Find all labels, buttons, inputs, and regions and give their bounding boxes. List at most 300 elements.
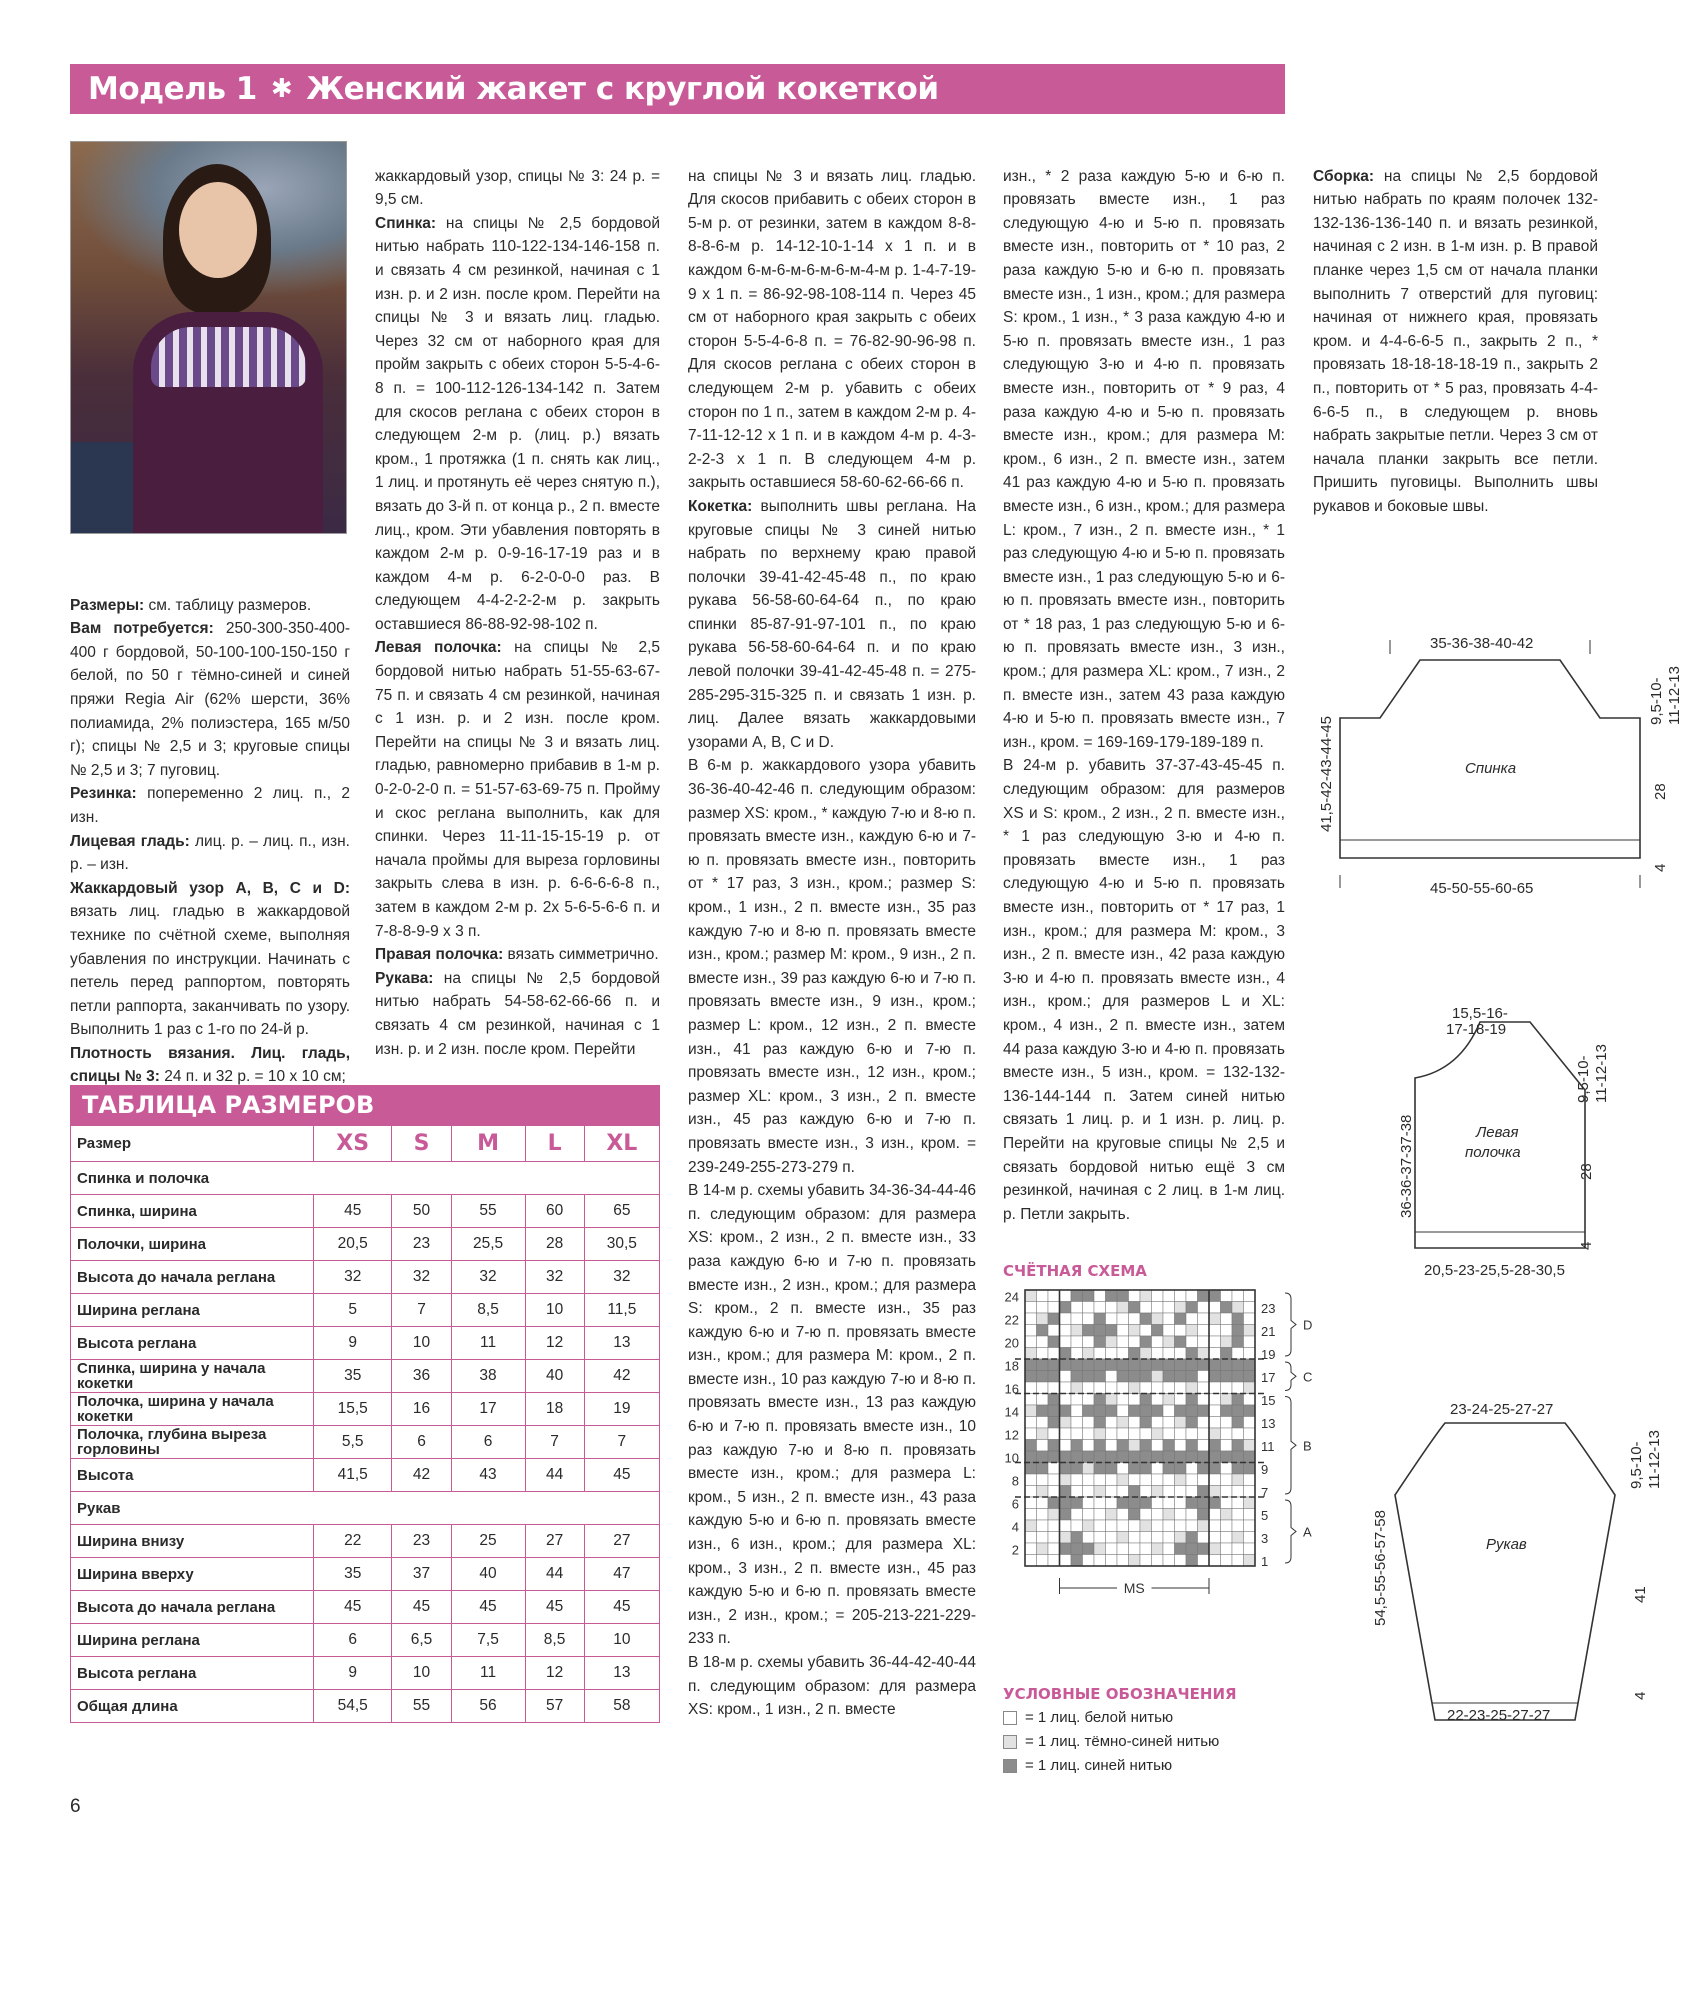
chart-cell <box>1186 1359 1198 1371</box>
chart-row-label: 11 <box>1261 1439 1275 1454</box>
chart-cell <box>1244 1428 1256 1440</box>
chart-cell <box>1083 1371 1095 1383</box>
chart-cell <box>1221 1313 1233 1325</box>
chart-cell <box>1037 1509 1049 1521</box>
table-cell: 11,5 <box>584 1294 659 1327</box>
chart-cell <box>1037 1543 1049 1555</box>
chart-cell <box>1083 1302 1095 1314</box>
table-cell: 13 <box>584 1657 659 1690</box>
chart-row-label: 23 <box>1261 1301 1276 1316</box>
table-label-cell: Спинка, ширина <box>71 1195 314 1228</box>
chart-cell <box>1186 1440 1198 1452</box>
table-row <box>71 1591 660 1624</box>
rib-text: попеременно 2 лиц. п., 2 изн. <box>70 785 350 826</box>
chart-cell <box>1060 1497 1072 1509</box>
chart-cell <box>1175 1543 1187 1555</box>
chart-cell <box>1094 1371 1106 1383</box>
chart-cell <box>1071 1302 1083 1314</box>
chart-cell <box>1037 1382 1049 1394</box>
back-bottom-width: 45-50-55-60-65 <box>1430 880 1534 897</box>
chart-cell <box>1025 1382 1037 1394</box>
chart-cell <box>1175 1313 1187 1325</box>
chart-cell <box>1083 1474 1095 1486</box>
legend-item-darkblue: = 1 лиц. тёмно-синей нитью <box>1003 1733 1219 1750</box>
chart-cell <box>1025 1555 1037 1567</box>
chart-row-label: 8 <box>1011 1473 1019 1489</box>
chart-cell <box>1209 1290 1221 1302</box>
chart-cell <box>1140 1486 1152 1498</box>
chart-row-label: 16 <box>1004 1381 1019 1397</box>
table-label-cell: Спинка, ширина у начала кокетки <box>71 1360 314 1393</box>
table-cell: 32 <box>392 1261 451 1294</box>
chart-cell <box>1094 1451 1106 1463</box>
chart-cell <box>1140 1382 1152 1394</box>
chart-cell <box>1071 1532 1083 1544</box>
chart-cell <box>1071 1325 1083 1337</box>
front-top-1: 15,5-16- <box>1452 1005 1508 1022</box>
chart-cell <box>1025 1463 1037 1475</box>
chart-cell <box>1117 1440 1129 1452</box>
chart-cell <box>1129 1359 1141 1371</box>
chart-cell <box>1037 1336 1049 1348</box>
swatch-icon <box>1003 1759 1017 1773</box>
chart-cell <box>1186 1302 1198 1314</box>
chart-cell <box>1071 1543 1083 1555</box>
table-row <box>71 1294 660 1327</box>
chart-cell <box>1037 1405 1049 1417</box>
table-label-cell: Полочка, глубина выреза горловины <box>71 1426 314 1459</box>
chart-cell <box>1060 1486 1072 1498</box>
table-cell: 12 <box>525 1327 584 1360</box>
chart-cell <box>1048 1405 1060 1417</box>
chart-cell <box>1221 1382 1233 1394</box>
chart-cell <box>1221 1325 1233 1337</box>
chart-cell <box>1048 1486 1060 1498</box>
chart-cell <box>1175 1428 1187 1440</box>
chart-cell <box>1140 1520 1152 1532</box>
chart-cell <box>1048 1382 1060 1394</box>
table-cell: 27 <box>525 1525 584 1558</box>
chart-cell <box>1244 1348 1256 1360</box>
chart-cell <box>1106 1359 1118 1371</box>
chart-cell <box>1060 1428 1072 1440</box>
table-cell: 23 <box>392 1525 451 1558</box>
back-raglan-h2: 11-12-13 <box>1666 666 1683 725</box>
chart-cell <box>1060 1555 1072 1567</box>
chart-cell <box>1232 1497 1244 1509</box>
back-raglan-h: 9,5-10- <box>1648 677 1665 725</box>
materials-text: 250-300-350-400-400 г бордовой, 50-100-100-150-150 г белой, по 50 г тёмно-синей и синей пряжи Regia Air (62% шерсти, 36% полиамида, 2% полиэстера, 165 м/50 г); спицы № 2,5 и 3; круговые спицы № 2,5 и 3; 7 пуговиц. <box>70 620 350 779</box>
chart-cell <box>1232 1543 1244 1555</box>
chart-cell <box>1163 1290 1175 1302</box>
chart-cell <box>1117 1348 1129 1360</box>
chart-cell <box>1140 1543 1152 1555</box>
chart-row-label: 15 <box>1261 1393 1276 1408</box>
chart-cell <box>1232 1509 1244 1521</box>
chart-cell <box>1048 1440 1060 1452</box>
chart-cell <box>1060 1336 1072 1348</box>
table-cell: 45 <box>584 1591 659 1624</box>
chart-cell <box>1129 1440 1141 1452</box>
table-cell: 6,5 <box>392 1624 451 1657</box>
table-cell: 5 <box>314 1294 392 1327</box>
chart-cell <box>1117 1336 1129 1348</box>
sleeve-outline <box>1395 1423 1615 1720</box>
chart-cell <box>1094 1290 1106 1302</box>
chart-cell <box>1083 1313 1095 1325</box>
chart-cell <box>1163 1451 1175 1463</box>
chart-cell <box>1060 1313 1072 1325</box>
table-label-cell: Полочки, ширина <box>71 1228 314 1261</box>
chart-cell <box>1106 1463 1118 1475</box>
chart-cell <box>1163 1509 1175 1521</box>
chart-cell <box>1198 1474 1210 1486</box>
legend-item-white: = 1 лиц. белой нитью <box>1003 1709 1173 1726</box>
chart-cell <box>1037 1290 1049 1302</box>
chart-cell <box>1186 1532 1198 1544</box>
chart-cell <box>1037 1394 1049 1406</box>
table-row <box>71 1360 660 1393</box>
chart-cell <box>1175 1325 1187 1337</box>
chart-cell <box>1106 1532 1118 1544</box>
sleeves-cont: на спицы № 3 и вязать лиц. гладью. Для скосов прибавить с обеих сторон в 5-м р. от резинки, затем в каждом 8-8-8-8-6-м р. 14-12-10-1-14 х 1 п. и в каждом 6-м-6-м-6-м-6-м-4-м р. 1-4-7-19-9 х 1 п. = 86-92-98-108-114 п. Через 45 см от наборного края закрыть с обеих сторон 5-5-4-6-8 п. = 76-82-90-96-98 п. Для скосов реглана с обеих сторон в следующем 2-м р. убавить с обеих сторон по 1 п., затем в каждом 2-м р. 4-7-11-12-12 х 1 п. и в каждом 4-м р. 4-3-2-2-3 х 1 п. В следующем 4-м р. закрыть оставшиеся 58-60-62-66-66 п. <box>688 167 976 492</box>
table-cell: 6 <box>314 1624 392 1657</box>
article-title: Женский жакет с круглой кокеткой <box>306 71 939 107</box>
chart-cell <box>1060 1417 1072 1429</box>
chart-cell <box>1140 1417 1152 1429</box>
chart-cell <box>1244 1313 1256 1325</box>
chart-cell <box>1071 1371 1083 1383</box>
chart-cell <box>1094 1509 1106 1521</box>
chart-cell <box>1186 1325 1198 1337</box>
chart-cell <box>1175 1371 1187 1383</box>
chart-cell <box>1048 1555 1060 1567</box>
chart-cell <box>1163 1428 1175 1440</box>
chart-cell <box>1244 1543 1256 1555</box>
chart-cell <box>1060 1348 1072 1360</box>
chart-cell <box>1163 1382 1175 1394</box>
chart-cell <box>1152 1290 1164 1302</box>
chart-cell <box>1048 1520 1060 1532</box>
chart-cell <box>1106 1555 1118 1567</box>
chart-cell <box>1232 1486 1244 1498</box>
chart-cell <box>1152 1555 1164 1567</box>
chart-cell <box>1025 1405 1037 1417</box>
chart-cell <box>1152 1302 1164 1314</box>
chart-cell <box>1060 1394 1072 1406</box>
table-row <box>71 1558 660 1591</box>
chart-cell <box>1083 1348 1095 1360</box>
chart-cell <box>1209 1371 1221 1383</box>
chart-cell <box>1048 1497 1060 1509</box>
chart-cell <box>1071 1440 1083 1452</box>
chart-cell <box>1060 1382 1072 1394</box>
chart-row-label: 10 <box>1004 1450 1019 1466</box>
table-label-cell: Высота <box>71 1459 314 1492</box>
chart-cell <box>1140 1463 1152 1475</box>
front-name-1: Левая <box>1476 1124 1519 1141</box>
yoke-row6: В 6-м р. жаккардового узора убавить 36-36-40-42-46 п. следующим образом: размер XS: кром., * каждую 7-ю и 8-ю п. провязать вместе изн., каждую 6-ю и 7-ю п. провязать вместе изн., повторить от * 17 раз, 3 изн., кром.; размер S: кром., 1 изн., 2 п. вместе изн., 35 раз каждую 7-ю и 8-ю п. провязать вместе изн., кром.; размер M: кром., 9 изн., 2 п. вместе изн., 39 раз каждую 6-ю и 7-ю п. провязать вместе изн., 9 изн., кром.; размер L: кром., 12 изн., 2 п. вместе изн., 41 раз каждую 6-ю и 7-ю п. провязать вместе изн., 12 изн., кром.; размер XL: кром., 3 изн., 2 п. вместе изн., 45 раз каждую 6-ю и 7-ю п. провязать вместе изн., 3 изн., кром. = 239-249-255-273-279 п. <box>688 757 976 1176</box>
chart-cell <box>1198 1543 1210 1555</box>
chart-cell <box>1221 1463 1233 1475</box>
table-cell: 8,5 <box>451 1294 525 1327</box>
chart-cell <box>1186 1486 1198 1498</box>
table-cell: 7 <box>584 1426 659 1459</box>
chart-cell <box>1152 1428 1164 1440</box>
chart-cell <box>1198 1417 1210 1429</box>
col5-text <box>1313 141 1598 519</box>
chart-cell <box>1209 1382 1221 1394</box>
chart-cell <box>1232 1440 1244 1452</box>
chart-cell <box>1106 1290 1118 1302</box>
table-cell: 19 <box>584 1393 659 1426</box>
chart-cell <box>1175 1382 1187 1394</box>
chart-cell <box>1071 1520 1083 1532</box>
chart-row-label: 6 <box>1011 1496 1019 1512</box>
back-top-width: 35-36-38-40-42 <box>1430 635 1534 652</box>
table-cell: 45 <box>392 1591 451 1624</box>
chart-cell <box>1198 1463 1210 1475</box>
chart-cell <box>1244 1451 1256 1463</box>
chart-cell <box>1221 1371 1233 1383</box>
chart-cell <box>1221 1497 1233 1509</box>
chart-cell <box>1186 1313 1198 1325</box>
chart-cell <box>1244 1463 1256 1475</box>
chart-cell <box>1117 1520 1129 1532</box>
chart-cell <box>1117 1325 1129 1337</box>
chart-cell <box>1060 1325 1072 1337</box>
chart-cell <box>1163 1371 1175 1383</box>
chart-cell <box>1244 1532 1256 1544</box>
chart-row-label: 7 <box>1261 1485 1269 1500</box>
chart-cell <box>1129 1394 1141 1406</box>
table-cell: 44 <box>525 1558 584 1591</box>
table-row <box>71 1624 660 1657</box>
chart-cell <box>1152 1486 1164 1498</box>
table-cell: 36 <box>392 1360 451 1393</box>
table-row <box>71 1195 660 1228</box>
chart-cell <box>1140 1313 1152 1325</box>
chart-cell <box>1060 1440 1072 1452</box>
chart-cell <box>1037 1417 1049 1429</box>
chart-cell <box>1232 1359 1244 1371</box>
table-cell: 23 <box>392 1228 451 1261</box>
chart-cell <box>1152 1440 1164 1452</box>
table-cell: 55 <box>451 1195 525 1228</box>
table-cell: 45 <box>314 1195 392 1228</box>
chart-cell <box>1094 1532 1106 1544</box>
table-cell: 38 <box>451 1360 525 1393</box>
chart-cell <box>1209 1486 1221 1498</box>
chart-cell <box>1175 1290 1187 1302</box>
chart-cell <box>1071 1382 1083 1394</box>
chart-cell <box>1221 1405 1233 1417</box>
table-cell: 32 <box>314 1261 392 1294</box>
chart-cell <box>1232 1520 1244 1532</box>
chart-cell <box>1117 1509 1129 1521</box>
chart-cell <box>1129 1382 1141 1394</box>
chart-cell <box>1175 1509 1187 1521</box>
chart-cell <box>1025 1417 1037 1429</box>
table-group-cell: Рукав <box>71 1492 660 1525</box>
chart-cell <box>1163 1555 1175 1567</box>
chart-cell <box>1175 1348 1187 1360</box>
chart-cell <box>1152 1497 1164 1509</box>
chart-cell <box>1060 1371 1072 1383</box>
table-cell: 42 <box>392 1459 451 1492</box>
star-icon: ✱ <box>270 74 293 104</box>
table-row <box>71 1525 660 1558</box>
chart-cell <box>1025 1497 1037 1509</box>
chart-cell <box>1037 1463 1049 1475</box>
chart-cell <box>1152 1405 1164 1417</box>
chart-cell <box>1152 1371 1164 1383</box>
chart-cell <box>1094 1440 1106 1452</box>
chart-cell <box>1117 1394 1129 1406</box>
chart-cell <box>1106 1440 1118 1452</box>
chart-cell <box>1221 1555 1233 1567</box>
chart-cell <box>1152 1474 1164 1486</box>
chart-cell <box>1129 1463 1141 1475</box>
chart-cell <box>1106 1382 1118 1394</box>
col1-text <box>70 570 350 1089</box>
sizes-text: см. таблицу размеров. <box>144 596 312 614</box>
chart-cell <box>1083 1520 1095 1532</box>
chart-cell <box>1163 1359 1175 1371</box>
chart-cell <box>1186 1451 1198 1463</box>
chart-cell <box>1232 1348 1244 1360</box>
chart-cell <box>1071 1290 1083 1302</box>
front-bottom: 20,5-23-25,5-28-30,5 <box>1424 1262 1565 1279</box>
chart-cell <box>1163 1497 1175 1509</box>
table-cell: 45 <box>451 1591 525 1624</box>
chart-cell <box>1129 1290 1141 1302</box>
chart-cell <box>1186 1394 1198 1406</box>
stockinette-label: Лицевая гладь: <box>70 832 190 850</box>
chart-cell <box>1221 1474 1233 1486</box>
chart-cell <box>1025 1348 1037 1360</box>
sleeve-bottom: 22-23-25-27-27 <box>1447 1707 1551 1724</box>
chart-cell <box>1140 1555 1152 1567</box>
chart-cell <box>1198 1428 1210 1440</box>
chart-cell <box>1163 1440 1175 1452</box>
table-label-cell: Высота до начала реглана <box>71 1261 314 1294</box>
chart-cell <box>1221 1520 1233 1532</box>
chart-cell <box>1198 1325 1210 1337</box>
chart-cell <box>1106 1428 1118 1440</box>
chart-cell <box>1198 1520 1210 1532</box>
chart-cell <box>1209 1394 1221 1406</box>
chart-cell <box>1025 1302 1037 1314</box>
chart-cell <box>1221 1440 1233 1452</box>
table-cell: 5,5 <box>314 1426 392 1459</box>
chart-cell <box>1175 1486 1187 1498</box>
table-header-cell: XS <box>314 1126 392 1162</box>
chart-cell <box>1175 1474 1187 1486</box>
chart-row-label: 22 <box>1004 1312 1019 1328</box>
page-number: 6 <box>70 1796 81 1817</box>
chart-cell <box>1209 1313 1221 1325</box>
table-header-cell: Размер <box>71 1126 314 1162</box>
chart-row-label: 14 <box>1004 1404 1019 1420</box>
chart-cell <box>1071 1336 1083 1348</box>
table-cell: 40 <box>525 1360 584 1393</box>
chart-cell <box>1140 1509 1152 1521</box>
chart-cell <box>1129 1555 1141 1567</box>
back-body-h: 28 <box>1652 783 1669 800</box>
chart-cell <box>1025 1428 1037 1440</box>
chart-cell <box>1175 1497 1187 1509</box>
chart-cell <box>1175 1405 1187 1417</box>
chart-cell <box>1083 1428 1095 1440</box>
chart-cell <box>1071 1394 1083 1406</box>
table-cell: 43 <box>451 1459 525 1492</box>
chart-cell <box>1198 1359 1210 1371</box>
chart-cell <box>1140 1336 1152 1348</box>
chart-cell <box>1106 1394 1118 1406</box>
chart-cell <box>1129 1520 1141 1532</box>
chart-cell <box>1094 1463 1106 1475</box>
right-front-text: вязать симметрично. <box>503 946 659 964</box>
chart-cell <box>1209 1417 1221 1429</box>
table-cell: 20,5 <box>314 1228 392 1261</box>
chart-cell <box>1129 1497 1141 1509</box>
chart-cell <box>1163 1417 1175 1429</box>
chart-cell <box>1140 1532 1152 1544</box>
table-row <box>71 1261 660 1294</box>
left-front-label: Левая полочка: <box>375 639 502 657</box>
chart-section-label: D <box>1303 1317 1313 1333</box>
chart-cell <box>1037 1486 1049 1498</box>
chart-cell <box>1071 1555 1083 1567</box>
chart-cell <box>1163 1336 1175 1348</box>
chart-cell <box>1140 1474 1152 1486</box>
right-front-label: Правая полочка: <box>375 946 504 964</box>
chart-cell <box>1094 1417 1106 1429</box>
chart-cell <box>1232 1555 1244 1567</box>
chart-cell <box>1083 1325 1095 1337</box>
chart-cell <box>1140 1440 1152 1452</box>
chart-cell <box>1152 1417 1164 1429</box>
chart-cell <box>1152 1463 1164 1475</box>
chart-cell <box>1106 1313 1118 1325</box>
chart-cell <box>1048 1302 1060 1314</box>
chart-cell <box>1129 1371 1141 1383</box>
table-cell: 17 <box>451 1393 525 1426</box>
table-cell: 35 <box>314 1360 392 1393</box>
table-group-cell: Спинка и полочка <box>71 1162 660 1195</box>
chart-cell <box>1175 1394 1187 1406</box>
chart-cell <box>1140 1359 1152 1371</box>
materials-label: Вам потребуется: <box>70 620 214 638</box>
table-row <box>71 1459 660 1492</box>
chart-cell <box>1244 1417 1256 1429</box>
chart-cell <box>1163 1405 1175 1417</box>
chart-cell <box>1117 1451 1129 1463</box>
back-name: Спинка <box>1465 760 1517 777</box>
chart-cell <box>1175 1555 1187 1567</box>
chart-cell <box>1048 1428 1060 1440</box>
table-cell: 7,5 <box>451 1624 525 1657</box>
chart-cell <box>1037 1359 1049 1371</box>
chart-cell <box>1106 1451 1118 1463</box>
chart-cell <box>1037 1532 1049 1544</box>
chart-cell <box>1244 1371 1256 1383</box>
table-cell: 60 <box>525 1195 584 1228</box>
chart-cell <box>1048 1348 1060 1360</box>
chart-cell <box>1209 1509 1221 1521</box>
chart-cell <box>1048 1371 1060 1383</box>
